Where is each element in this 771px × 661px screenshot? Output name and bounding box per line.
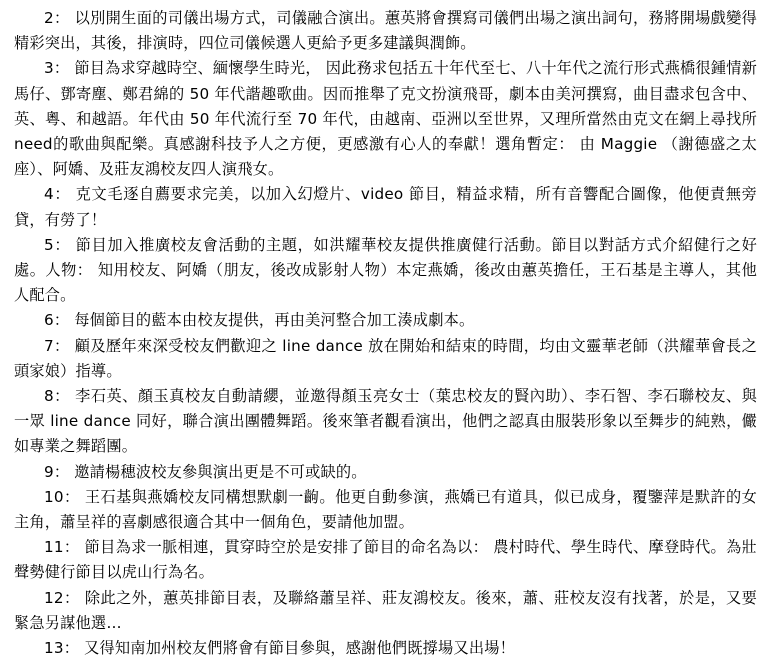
paragraph-item-8: [14, 384, 757, 460]
paragraph-item-10: [14, 485, 757, 535]
paragraph-item-3: [14, 56, 757, 182]
paragraph-text: 7： 顧及歷年來深受校友們歡迎之 line dance 放在開始和結束的時間，均由文靈華老師（洪耀華會長之頭家娘）指導。: [14, 336, 757, 380]
paragraph-text: 10： 王石基與燕嬌校友同構想默劇一齣。他更自動參演，燕嬌已有道具，似已成身，覆鑒萍是默許的女主角，蕭呈祥的喜劇感很適合其中一個角色，要請他加盟。: [14, 487, 757, 532]
paragraph-text: 8： 李石英、顏玉真校友自動請纓，並邀得顏玉亮女士（葉忠校友的賢內助）、李石智、李石聯校友、與一眾 line dance 同好，聯合演出團體舞蹈。後來筆者觀看演出，他們之認真由服裝形象以至舞步的純熟，儼如專業之舞蹈團。: [14, 387, 757, 456]
paragraph-text: 4： 克文毛逐自薦要求完美，以加入幻燈片、video 節目，精益求精，所有音響配合圖像，他便責無旁貸，有勞了！: [14, 185, 757, 229]
paragraph-text: 2： 以別開生面的司儀出場方式，司儀融合演出。蕙英將會撰寫司儀們出場之演出詞句，務將開場戲變得精彩突出，其後，排演時，四位司儀候選人更給予更多建議與潤飾。: [14, 9, 757, 53]
paragraph-item-7: [14, 334, 757, 384]
paragraph-text: 13： 又得知南加州校友們將會有節目參與，感謝他們既撐場又出場！: [44, 639, 515, 658]
paragraph-text: 3： 節目為求穿越時空、緬懷學生時光， 因此務求包括五十年代至七、八十年代之流行形式燕橋很鍾情新馬仔、鄧寄塵、鄭君綿的 50 年代諧趣歌曲。因而推舉了克文扮演飛哥，劇本由美河撰寫，曲目盡求包含中、英、粵、和越語。年代由 50 年代流行至 70 年代，由越南、亞洲以至世界，又理所當然由克文在網上尋找所need的歌曲與配樂。真感謝科技予人之方便，更感激有心人的奉獻！選角暫定： 由 Maggie （謝德盛之太座）、阿嬌、及莊友鴻校友四人演飛女。: [14, 59, 757, 179]
paragraph-item-4: [14, 182, 757, 232]
paragraph-item-12: [14, 586, 757, 636]
paragraph-text: 5： 節目加入推廣校友會活動的主題，如洪耀華校友提供推廣健行活動。節目以對話方式介紹健行之好處。人物： 知用校友、阿嬌（朋友，後改成影射人物）本定燕嬌，後改由蕙英擔任，王石基是主導人，其他人配合。: [14, 235, 757, 305]
paragraph-text: 9： 邀請楊穗波校友參與演出更是不可或缺的。: [44, 462, 367, 481]
paragraph-text: 12： 除此之外，蕙英排節目表，及聯絡蕭呈祥、莊友鴻校友。後來，蕭、莊校友沒有找著，於是，又要緊急另謀他選…: [14, 588, 757, 632]
paragraph-item-9: [14, 460, 757, 485]
paragraph-item-2: [14, 6, 757, 56]
paragraph-text: 6： 每個節目的藍本由校友提供，再由美河整合加工湊成劇本。: [44, 311, 475, 330]
paragraph-item-11: [14, 535, 757, 585]
paragraph-item-5: [14, 233, 757, 309]
paragraph-text: 11： 節目為求一脈相連，貫穿時空於是安排了節目的命名為以： 農村時代、學生時代、摩登時代。為壯聲勢健行節目以虎山行為名。: [14, 538, 757, 582]
paragraph-item-13: [14, 636, 757, 661]
paragraph-item-6: [14, 308, 757, 333]
